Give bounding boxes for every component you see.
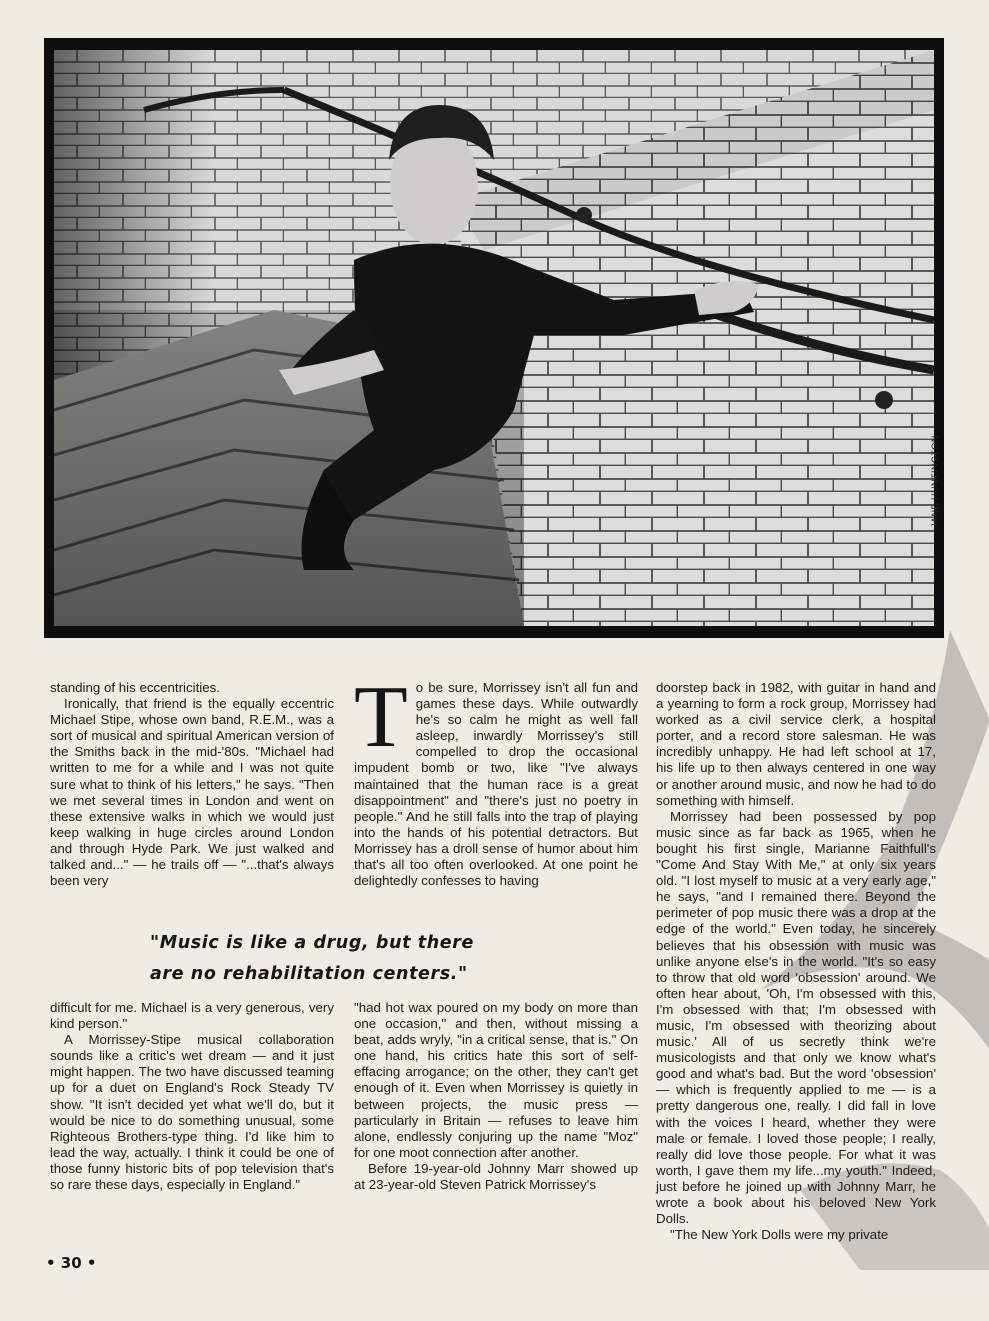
pull-quote-line: "Music is like a drug, but there bbox=[150, 933, 474, 953]
paragraph: "The New York Dolls were my private bbox=[670, 1227, 889, 1243]
paragraph: A Morrissey-Stipe musical collaboration sounds like a critic's wet dream — and it just might happen. The two have discussed teaming up for a duet on England's Rock Steady TV show. "It isn't decided yet what we'll do, but it would be nice to do something unusual, some Righteous Brothers-type thing. I'd like him to lead the way, actually. I think it could be one of those funny historic bits of pop television that's so rare these days, especially in England." bbox=[50, 1032, 334, 1193]
paragraph: Morrissey had been possessed by pop music since as far back as 1965, when he bought his first single, Marianne Faithfull's "Come And Stay With Me," at only six years old. "I lost myself to music at a very early age," he says, "and I remained there. Beyond the perimeter of pop music there was a drop at the edge of the world." Even today, he sincerely believes that his obsession with music was unlike anyone else's in the world. "It's so easy to throw that old word 'obsession' around. We often hear about, 'Oh, I'm obsessed with this, I'm obsessed with that; I'm obsessed with music, I'm obsessed with theorizing about music.' All of us secretly think we're musicologists and that only we know what's good and what's bad. But the word 'obsession' — which is frequently applied to me — is a pretty dangerous one, really. I did fall in love with the voices I heard, whether they were male or female. I loved those people; I really, really did love those people. For what it was worth, I gave them my life...my youth." Indeed, just before he joined up with Johnny Marr, he wrote a book about his beloved New York Dolls. bbox=[656, 808, 936, 1227]
column-2-bottom bbox=[354, 1000, 638, 1193]
page-number: • 30 • bbox=[46, 1254, 97, 1272]
paragraph: Before 19-year-old Johnny Marr showed up at 23-year-old Steven Patrick Morrissey's bbox=[354, 1160, 638, 1193]
paragraph: Ironically, that friend is the equally eccentric Michael Stipe, whose own band, R.E.M., was a sort of musical and spiritual American version of the Smiths back in the mid-'80s. "Michael had written to me for a while and I was not quite sure what to think of his letters," he says. "Then we met several times in London and went on these extensive walks in which we would just keep walking in huge circles around London and through Hyde Park. We just walked and talked and..." — he trails off — "...that's always been very bbox=[50, 696, 334, 889]
photo-credit: JANE HUNTINGTON bbox=[930, 435, 940, 528]
pull-quote bbox=[150, 928, 710, 990]
column-1-top bbox=[50, 680, 334, 889]
paragraph: standing of his eccentricities. bbox=[50, 680, 220, 695]
paragraph-text: o be sure, Morrissey isn't all fun and games these days. While outwardly he's so calm he might as well fall asleep, inwardly Morrissey's still compelled to drop the occasional impudent bomb or two, like "I've always maintained that the human race is a great disappointment" and "there's just no poetry in people." And he still falls into the trap of playing into the hands of his potential detractors. But Morrissey has a droll sense of humor about him that's all too often overlooked. At one point he delightedly confesses to having bbox=[354, 680, 638, 889]
photo-frame bbox=[44, 38, 944, 638]
column-1-bottom bbox=[50, 1000, 334, 1193]
pull-quote-line: are no rehabilitation centers." bbox=[150, 964, 468, 984]
paragraph-with-dropcap bbox=[354, 669, 638, 889]
paragraph: "had hot wax poured on my body on more than one occasion," and then, without missing a beat, adds wryly, "in a critical sense, that is." On one hand, his critics hate this sort of self-effacing arrogance; on the other, they can't get enough of it. Even when Morrissey is quietly in between projects, the music press — particularly in Britain — refuses to leave him alone, endlessly conjuring up the name "Moz" for one moot connection after another. bbox=[354, 1000, 638, 1160]
paragraph: doorstep back in 1982, with guitar in hand and a yearning to form a rock group, Morrissey had worked as a civil service clerk, a hospital porter, and a record store salesman. He was incredibly unhappy. He had left school at 17, his life up to then always centered in one way or another around music, and now he had to do something with himself. bbox=[656, 680, 936, 808]
dropcap: T bbox=[354, 669, 408, 766]
column-2-top bbox=[354, 669, 638, 889]
paragraph: difficult for me. Michael is a very generous, very kind person." bbox=[50, 1000, 334, 1032]
photo-morrissey-staircase bbox=[54, 50, 934, 626]
staircase-photo-illustration bbox=[54, 50, 934, 626]
